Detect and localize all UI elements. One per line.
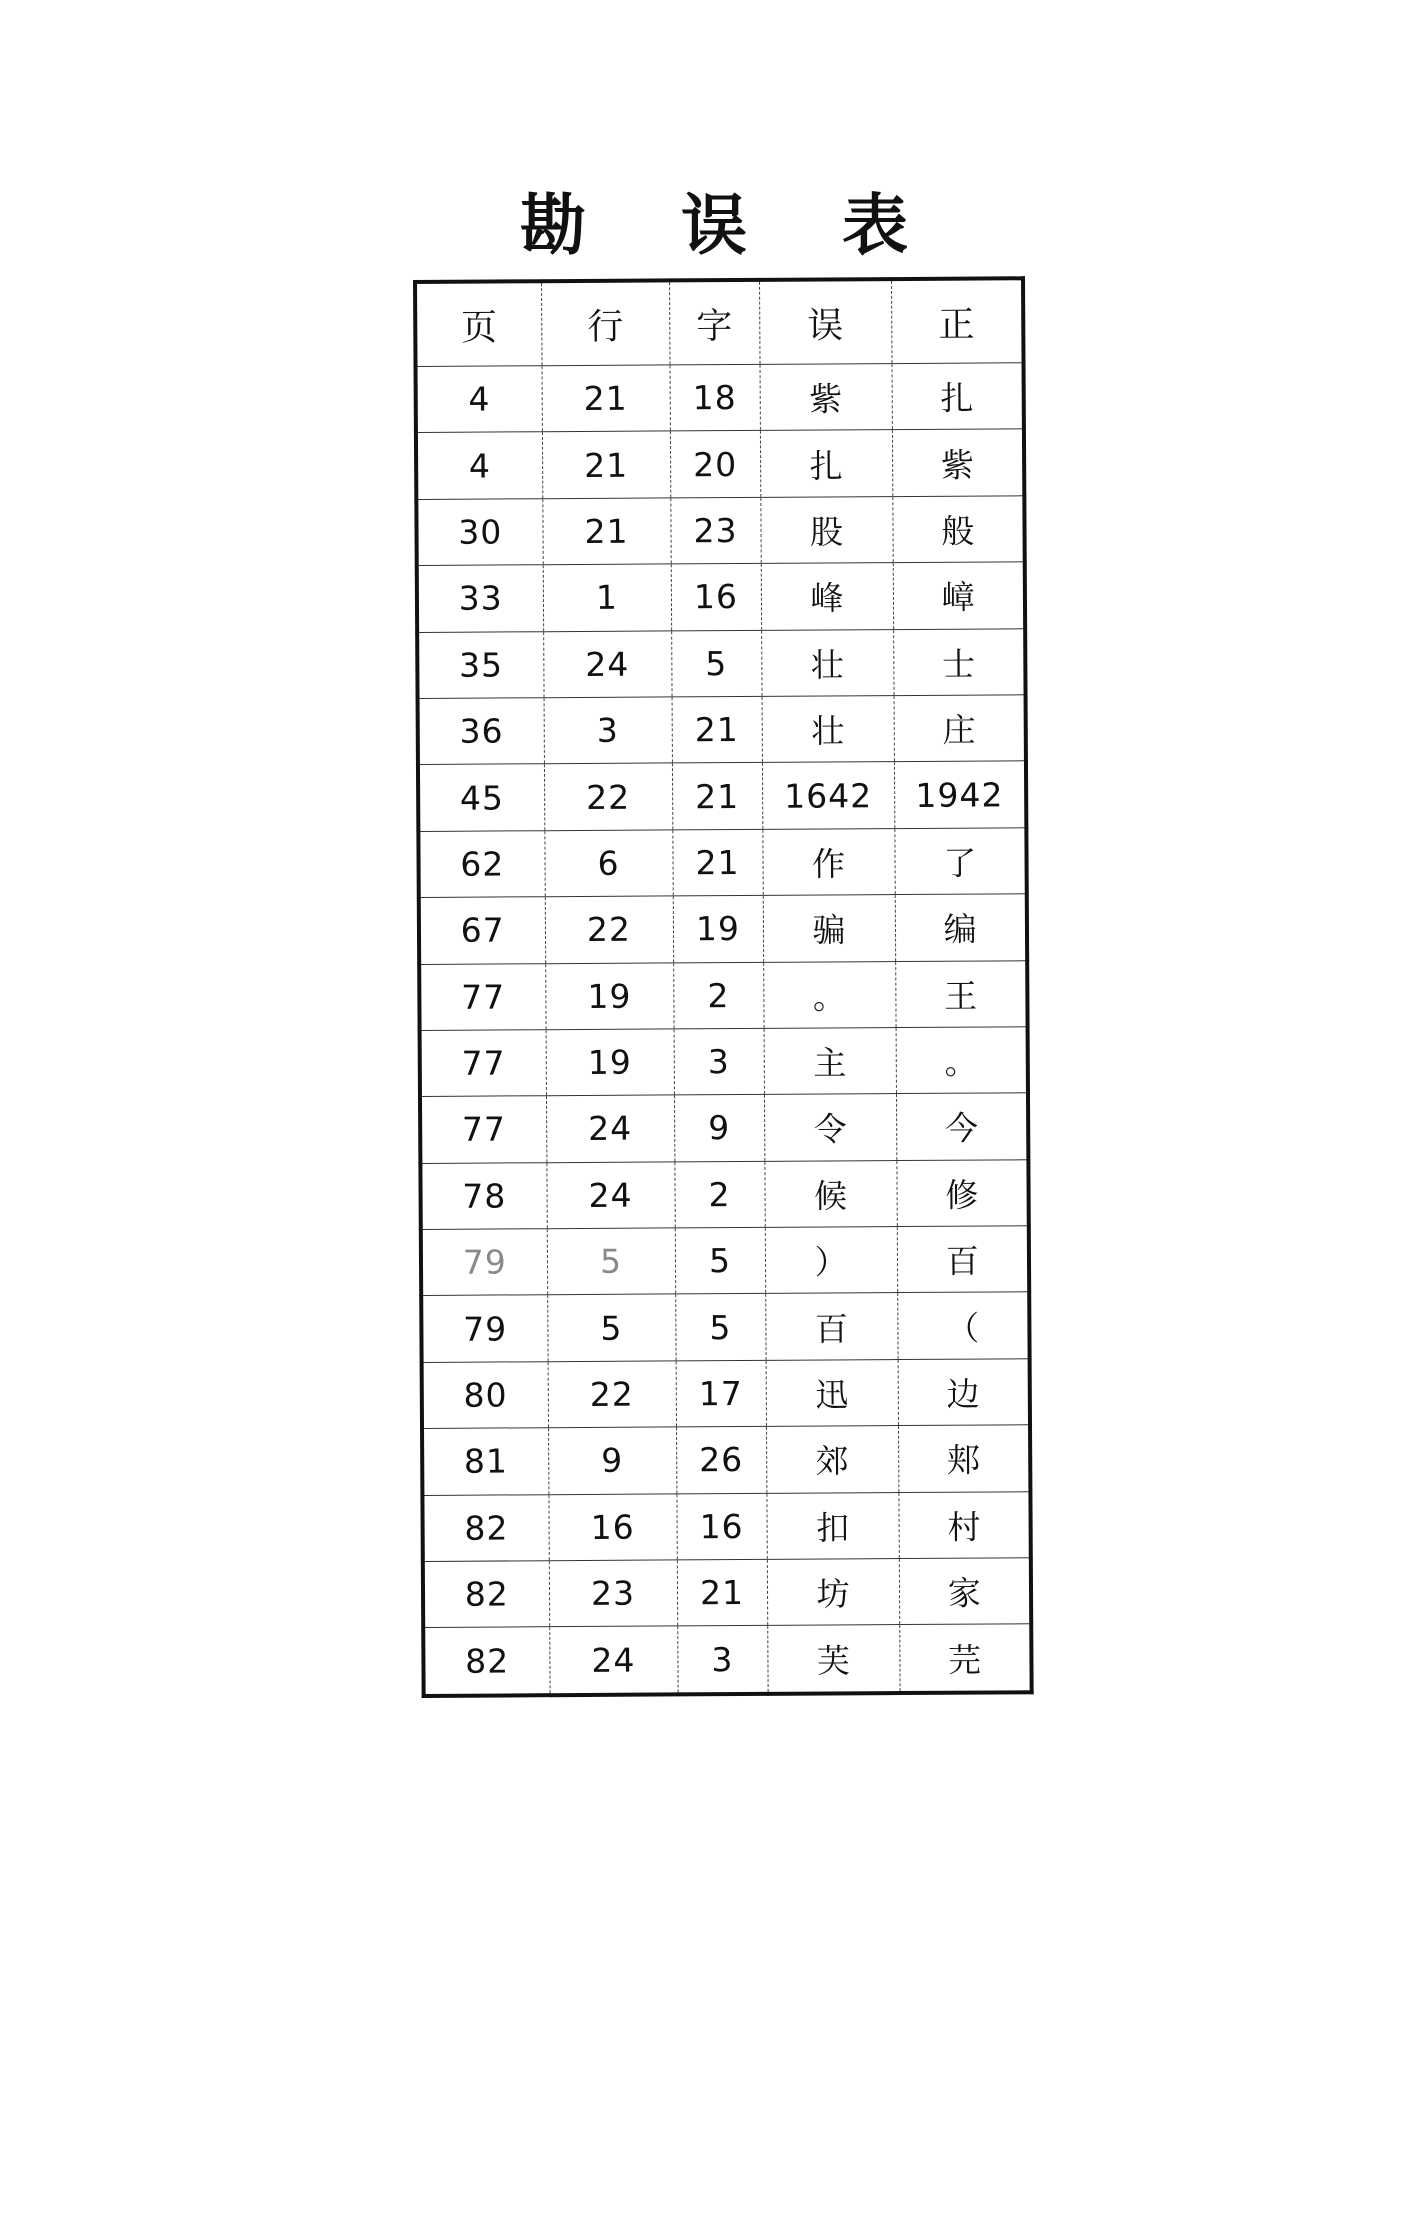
cell-char: 19 bbox=[673, 895, 763, 962]
cell-page: 79 bbox=[421, 1295, 547, 1362]
cell-line: 21 bbox=[542, 498, 670, 565]
cell-char: 5 bbox=[675, 1294, 765, 1361]
cell-line: 24 bbox=[546, 1095, 674, 1162]
cell-line: 1 bbox=[543, 564, 671, 631]
cell-page: 80 bbox=[422, 1362, 548, 1429]
errata-body bbox=[416, 363, 1032, 1696]
table-row bbox=[422, 1359, 1030, 1429]
cell-line: 3 bbox=[544, 697, 672, 764]
cell-line: 22 bbox=[545, 896, 673, 963]
cell-correct: 士 bbox=[893, 628, 1025, 695]
cell-wrong: 壮 bbox=[762, 696, 894, 763]
cell-line: 23 bbox=[549, 1560, 677, 1627]
cell-line: 9 bbox=[548, 1427, 676, 1494]
table-row bbox=[420, 1159, 1028, 1229]
cell-correct: 今 bbox=[896, 1093, 1028, 1160]
table-row bbox=[420, 1093, 1028, 1163]
cell-char: 26 bbox=[676, 1427, 766, 1494]
header-line: 行 bbox=[541, 280, 670, 365]
cell-page: 82 bbox=[423, 1627, 549, 1696]
cell-correct: 了 bbox=[894, 827, 1026, 894]
table-row bbox=[416, 429, 1024, 499]
cell-page: 77 bbox=[420, 1096, 546, 1163]
header-row bbox=[415, 278, 1024, 366]
cell-page: 35 bbox=[417, 631, 543, 698]
table-row bbox=[420, 1027, 1028, 1097]
cell-wrong: 1642 bbox=[762, 762, 894, 829]
cell-char: 21 bbox=[677, 1559, 767, 1626]
cell-char: 21 bbox=[672, 696, 762, 763]
table-row bbox=[418, 827, 1026, 897]
cell-correct: 郏 bbox=[898, 1425, 1030, 1492]
cell-wrong: 郊 bbox=[766, 1426, 898, 1493]
cell-correct: （ bbox=[897, 1292, 1029, 1359]
cell-char: 16 bbox=[676, 1493, 766, 1560]
cell-wrong: 扣 bbox=[766, 1492, 898, 1559]
cell-correct: 村 bbox=[898, 1491, 1030, 1558]
table-row bbox=[416, 496, 1024, 566]
cell-page: 30 bbox=[416, 498, 542, 565]
cell-correct: 百 bbox=[897, 1226, 1029, 1293]
cell-correct: 修 bbox=[896, 1159, 1028, 1226]
table-row bbox=[421, 1292, 1029, 1362]
cell-wrong: 芙 bbox=[767, 1625, 899, 1694]
table-row bbox=[422, 1491, 1030, 1561]
header-char: 字 bbox=[669, 280, 760, 365]
cell-correct: 芫 bbox=[899, 1624, 1031, 1693]
cell-page: 82 bbox=[422, 1494, 548, 1561]
cell-char: 21 bbox=[672, 763, 762, 830]
cell-wrong: 作 bbox=[762, 828, 894, 895]
header-wrong: 误 bbox=[759, 279, 892, 364]
cell-wrong: 骗 bbox=[763, 895, 895, 962]
cell-page: 36 bbox=[418, 698, 544, 765]
cell-wrong: 紫 bbox=[760, 364, 892, 431]
cell-page: 33 bbox=[417, 565, 543, 632]
cell-char: 9 bbox=[674, 1095, 764, 1162]
cell-correct: 。 bbox=[896, 1027, 1028, 1094]
cell-wrong: 候 bbox=[764, 1160, 896, 1227]
header-page: 页 bbox=[460, 306, 498, 349]
cell-wrong: 主 bbox=[764, 1027, 896, 1094]
header-correct: 正 bbox=[891, 278, 1024, 363]
table-row bbox=[419, 960, 1027, 1030]
cell-correct: 紫 bbox=[892, 429, 1024, 496]
cell-page: 81 bbox=[422, 1428, 548, 1495]
cell-wrong: 扎 bbox=[760, 430, 892, 497]
cell-char: 17 bbox=[676, 1360, 766, 1427]
table-row bbox=[423, 1624, 1031, 1696]
table-row bbox=[419, 894, 1027, 964]
cell-correct: 庄 bbox=[894, 695, 1026, 762]
cell-wrong: 坊 bbox=[767, 1559, 899, 1626]
cell-page: 4 bbox=[416, 432, 542, 499]
cell-page: 79 bbox=[421, 1229, 547, 1296]
cell-char: 3 bbox=[674, 1028, 764, 1095]
cell-line: 24 bbox=[546, 1162, 674, 1229]
cell-wrong: 壮 bbox=[761, 629, 893, 696]
cell-correct: 嶂 bbox=[893, 562, 1025, 629]
table-row bbox=[423, 1558, 1031, 1628]
cell-page: 82 bbox=[423, 1561, 549, 1628]
cell-wrong: 。 bbox=[763, 961, 895, 1028]
cell-char: 21 bbox=[672, 829, 762, 896]
cell-char: 5 bbox=[675, 1227, 765, 1294]
cell-line: 16 bbox=[548, 1494, 676, 1561]
cell-page: 67 bbox=[419, 897, 545, 964]
cell-correct: 般 bbox=[892, 496, 1024, 563]
cell-line: 21 bbox=[542, 365, 670, 432]
cell-page: 4 bbox=[416, 366, 542, 433]
cell-line: 24 bbox=[543, 630, 671, 697]
cell-char: 20 bbox=[670, 431, 760, 498]
cell-correct: 扎 bbox=[892, 363, 1024, 430]
cell-page: 45 bbox=[418, 764, 544, 831]
cell-page: 78 bbox=[420, 1162, 546, 1229]
cell-line: 6 bbox=[544, 830, 672, 897]
table-row bbox=[418, 695, 1026, 765]
cell-char: 16 bbox=[671, 564, 761, 631]
cell-line: 21 bbox=[542, 431, 670, 498]
cell-char: 2 bbox=[673, 962, 763, 1029]
cell-correct: 1942 bbox=[894, 761, 1026, 828]
cell-char: 23 bbox=[670, 497, 760, 564]
cell-line: 22 bbox=[548, 1361, 676, 1428]
cell-wrong: ） bbox=[765, 1227, 897, 1294]
cell-correct: 边 bbox=[898, 1359, 1030, 1426]
cell-line: 19 bbox=[546, 1029, 674, 1096]
table-row bbox=[422, 1425, 1030, 1495]
table-row bbox=[421, 1226, 1029, 1296]
cell-page: 77 bbox=[420, 1030, 546, 1097]
table-row bbox=[416, 363, 1024, 433]
cell-line: 24 bbox=[549, 1626, 677, 1695]
cell-line: 5 bbox=[547, 1294, 675, 1361]
cell-correct: 王 bbox=[895, 960, 1027, 1027]
cell-wrong: 峰 bbox=[761, 563, 893, 630]
cell-wrong: 令 bbox=[764, 1094, 896, 1161]
cell-page: 77 bbox=[419, 963, 545, 1030]
table-row bbox=[418, 761, 1026, 831]
cell-wrong: 百 bbox=[765, 1293, 897, 1360]
cell-line: 5 bbox=[547, 1228, 675, 1295]
cell-char: 2 bbox=[674, 1161, 764, 1228]
errata-table bbox=[413, 276, 1034, 1698]
cell-correct: 编 bbox=[895, 894, 1027, 961]
page-title: 勘 误 表 bbox=[520, 186, 944, 264]
table-row bbox=[417, 562, 1025, 632]
cell-char: 5 bbox=[671, 630, 761, 697]
cell-wrong: 迅 bbox=[766, 1359, 898, 1426]
cell-page: 62 bbox=[418, 830, 544, 897]
cell-line: 22 bbox=[544, 763, 672, 830]
cell-line: 19 bbox=[545, 962, 673, 1029]
cell-wrong: 股 bbox=[760, 496, 892, 563]
cell-char: 18 bbox=[670, 364, 760, 431]
cell-char: 3 bbox=[677, 1626, 767, 1694]
table-row bbox=[417, 628, 1025, 698]
cell-correct: 家 bbox=[899, 1558, 1031, 1625]
